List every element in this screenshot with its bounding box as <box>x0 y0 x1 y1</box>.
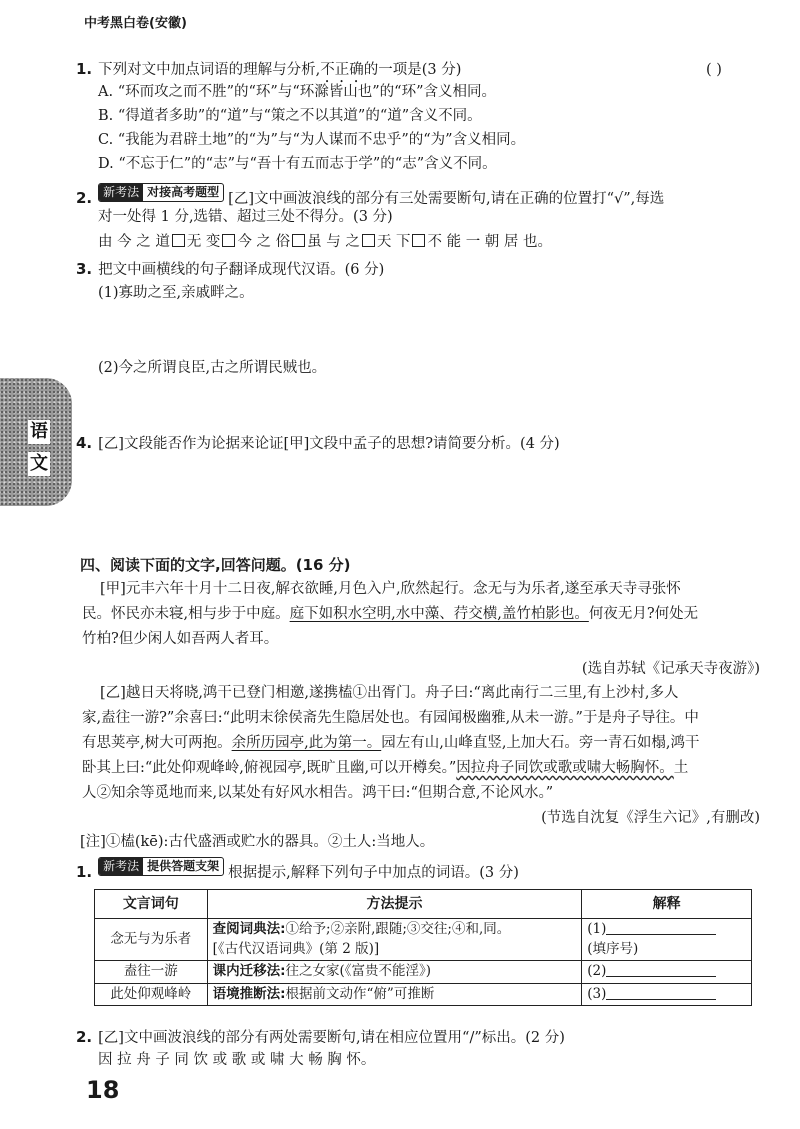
q2-tag-dark: 新考法 <box>99 184 143 201</box>
q1-stem-b: 的一项是(3 分) <box>363 62 462 78</box>
q3-item-2: (2)今之所谓良臣,古之所谓民贼也。 <box>98 360 327 376</box>
section4-title: 四、阅读下面的文字,回答问题。(16 分) <box>80 556 351 574</box>
q1-option-a: A. “环而攻之而不胜”的“环”与“环滁皆山也”的“环”含义相同。 <box>98 84 496 100</box>
row2-answer[interactable] <box>582 961 752 984</box>
s4q2-stem <box>76 1026 565 1050</box>
q3-number: 3. <box>76 260 93 278</box>
yi-line-3-a: 有思荚亭,树大可两抱。 <box>82 735 232 751</box>
row1-phrase: 念无与为乐者 <box>95 919 208 961</box>
q3-stem-text: 把文中画横线的句子翻译成现代汉语。(6 分) <box>98 262 385 278</box>
row1-method <box>207 919 582 961</box>
row3-method-text: 根据前文动作“俯”可推断 <box>285 985 435 1002</box>
row1-answer-hint: (填序号) <box>587 940 639 957</box>
row2-method <box>207 961 582 984</box>
jia-line-1: [甲]元丰六年十月十二日夜,解衣欲睡,月色入户,欣然起行。念无与为乐者,遂至承天寺寻张怀 <box>100 581 681 597</box>
row3-answer-line[interactable] <box>606 985 716 1000</box>
jia-line-2-a: 民。怀民亦未寝,相与步于中庭。 <box>82 606 290 622</box>
table-row <box>95 961 752 984</box>
jia-source: (选自苏轼《记承天寺夜游》) <box>581 661 760 677</box>
jia-line-3: 竹柏?但少闲人如吾两人者耳。 <box>82 631 279 647</box>
page-number: 18 <box>86 1076 120 1104</box>
jia-line-2-b: 何夜无月?何处无 <box>588 606 699 622</box>
q2-stem-line2: 对一处得 1 分,选错、超过三处不得分。(3 分) <box>98 209 393 225</box>
q2-checkbox-5[interactable] <box>412 234 425 247</box>
s4q1-number: 1. <box>76 863 93 881</box>
row1-answer[interactable] <box>582 919 752 961</box>
yi-line-3-b: 园左有山,山峰直竖,上加大石。旁一青石如榻,鸿干 <box>381 735 700 751</box>
yi-line-3 <box>82 733 700 755</box>
yi-wavy-sentence: 因拉舟子同饮或歌或啸大畅胸怀。 <box>456 760 674 776</box>
row1-answer-num: (1) <box>587 921 607 937</box>
subject-side-tab <box>0 378 72 506</box>
row2-answer-line[interactable] <box>606 962 716 977</box>
q1-option-c: C. “我能为君辟土地”的“为”与“为人谋而不忠乎”的“为”含义相同。 <box>98 132 526 148</box>
s4q2-number: 2. <box>76 1028 93 1046</box>
method-table <box>94 889 752 1006</box>
q2-seg-4: 虽 与 之 <box>307 234 360 250</box>
q4-stem-text: [乙]文段能否作为论据来论证[甲]文段中孟子的思想?请简要分析。(4 分) <box>98 436 560 452</box>
header-phrase: 文言词句 <box>95 890 208 919</box>
s4q1-tag-dark: 新考法 <box>99 858 143 875</box>
q2-checkbox-4[interactable] <box>362 234 375 247</box>
side-tab-char-1: 语 <box>30 421 48 442</box>
yi-underlined-sentence: 余所历园亭,此为第一。 <box>231 735 382 751</box>
table-row <box>95 919 752 961</box>
row3-answer-num: (3) <box>587 985 607 1002</box>
jia-underlined-sentence: 庭下如积水空明,水中藻、荇交横,盖竹柏影也。 <box>289 606 589 622</box>
table-row <box>95 983 752 1006</box>
yi-line-4-b: 土 <box>673 760 689 776</box>
q1-option-b: B. “得道者多助”的“道”与“策之不以其道”的“道”含义不同。 <box>98 108 482 124</box>
q2-new-method-tag <box>98 183 224 202</box>
q3-stem <box>76 258 384 282</box>
yi-source: (节选自沈复《浮生六记》,有删改) <box>541 810 760 826</box>
q1-stem-a: 下列对文中加点词语的理解与分析, <box>98 62 321 78</box>
yi-line-1: [乙]越日天将晓,鸿干已登门相邀,遂携榼①出胥门。舟子曰:“离此南行二三里,有上沙村,多人 <box>100 685 679 701</box>
s4q1-stem <box>76 857 519 885</box>
side-tab-char-2: 文 <box>30 453 48 474</box>
method-table-header <box>95 890 752 919</box>
q2-seg-2: 无 变 <box>186 234 221 250</box>
s4q2-sentence[interactable]: 因 拉 舟 子 同 饮 或 歌 或 啸 大 畅 胸 怀。 <box>98 1052 376 1068</box>
row2-answer-num: (2) <box>587 963 607 980</box>
row1-method-text-2: [《古代汉语词典》(第 2 版)] <box>212 940 380 957</box>
q1-option-d: D. “不忘于仁”的“志”与“吾十有五而志于学”的“志”含义不同。 <box>98 156 497 172</box>
s4q1-new-method-tag <box>98 857 224 876</box>
yi-line-2: 家,盍往一游?”余喜曰:“此明末徐侯斋先生隐居处也。有园闻极幽雅,从未一游。”于是舟子导往。中 <box>82 710 699 726</box>
row3-method <box>207 983 582 1006</box>
yi-line-4 <box>82 758 688 780</box>
header-method: 方法提示 <box>207 890 582 919</box>
row1-method-label: 查阅词典法: <box>212 921 286 937</box>
q2-line1-text: [乙]文中画波浪线的部分有三处需要断句,请在正确的位置打“√”,每选 <box>228 191 665 207</box>
yi-line-4-a: 卧其上曰:“此处仰观峰岭,俯视园亭,既旷且幽,可以开樽矣。” <box>82 760 457 776</box>
jia-line-2 <box>82 604 698 626</box>
row1-method-text: ①给予;②亲附,跟随;③交往;④和,同。 <box>285 921 511 937</box>
q4-number: 4. <box>76 434 93 452</box>
q4-stem <box>76 432 560 456</box>
q2-seg-3: 今 之 俗 <box>237 234 291 250</box>
row3-answer[interactable] <box>582 983 752 1006</box>
q2-seg-5: 天 下 <box>376 234 411 250</box>
page-header: 中考黑白卷(安徽) <box>84 16 187 31</box>
q2-tag-light: 对接高考题型 <box>147 185 220 199</box>
row2-method-text: 往之女家(《富贵不能淫》) <box>285 963 432 980</box>
yi-line-5: 人②知余等觅地而来,以某处有好风水相告。鸿干曰:“但期合意,不论风水。” <box>82 785 554 801</box>
q1-stem-dotted: 不正确 <box>320 62 364 78</box>
s4q2-stem-text: [乙]文中画波浪线的部分有两处需要断句,请在相应位置用“/”标出。(2 分) <box>98 1030 565 1046</box>
row2-phrase: 盍往一游 <box>95 961 208 984</box>
q2-segments <box>98 232 552 254</box>
q2-checkbox-1[interactable] <box>172 234 185 247</box>
header-explanation: 解释 <box>582 890 752 919</box>
s4q1-stem-text: 根据提示,解释下列句子中加点的词语。(3 分) <box>228 865 519 881</box>
q2-number: 2. <box>76 189 93 207</box>
row1-answer-line[interactable] <box>606 920 716 935</box>
row3-method-label: 语境推断法: <box>212 985 286 1002</box>
q2-checkbox-3[interactable] <box>292 234 305 247</box>
q2-seg-6: 不 能 一 朝 居 也。 <box>427 234 553 250</box>
q1-answer-paren[interactable]: ( ) <box>706 62 722 78</box>
section4-notes: [注]①榼(kē):古代盛酒或贮水的器具。②土人:当地人。 <box>80 834 435 850</box>
q3-item-1: (1)寡助之至,亲戚畔之。 <box>98 285 254 301</box>
row3-phrase: 此处仰观峰岭 <box>95 983 208 1006</box>
q1-number: 1. <box>76 60 93 78</box>
q2-seg-1: 由 今 之 道 <box>98 234 170 250</box>
q2-checkbox-2[interactable] <box>222 234 235 247</box>
row2-method-label: 课内迁移法: <box>212 963 286 980</box>
s4q1-tag-light: 提供答题支架 <box>147 859 220 873</box>
